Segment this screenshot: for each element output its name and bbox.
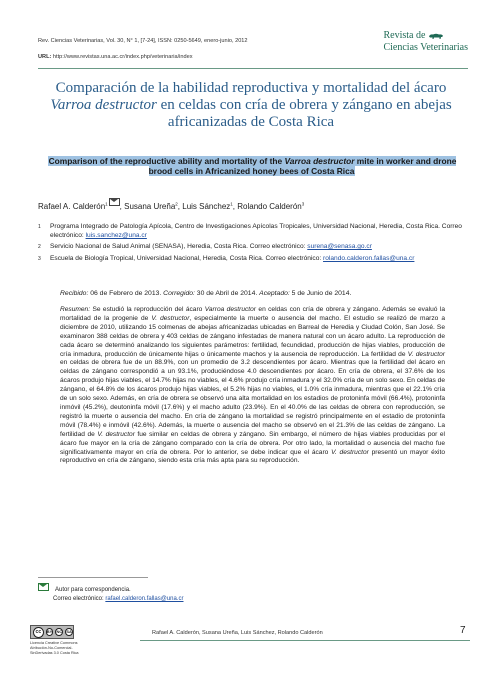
abstract-text: , especialmente la muerte o ausencia del macho. El estudio se realizó de marzo a diciembre de 2010, utilizando 15 colmenas de abejas africanizadas ubicadas en Barreal de Heredia y Ciudad Colón, San José. Se examinaron 388 celdas de obrera y 403 celdas de zángano infestadas de manera natural con un ácaro adulto. La reproducción de cada ácaro se determinó analizando los siguientes parámetros: fertilidad, fecundidad, producción de hijas viables, producción de cría inmadura, producción de únicamente hijas o únicamente machos y la ausencia de reproducción. La fertilidad de: [60, 314, 445, 358]
journal-name-line2: Ciencias Veterinarias: [383, 42, 468, 53]
license-text: [30, 641, 90, 656]
cc-icon: cc: [33, 627, 44, 638]
abstract-species: V. destructor: [407, 350, 446, 358]
running-footer-authors: Rafael A. Calderón, Susana Ureña, Luis Sánchez, Rolando Calderón: [152, 630, 323, 636]
affiliation-1: [38, 223, 468, 240]
abstract-text: en celdas de obrera fue de un 88.9%, con un promedio de 3.2 descendientes por ácaro. Mientras que la fertilidad del ácaro en celdas de zángano correspondió a un 93.1%, produciéndose 4.0 descendientes por ácaro. En cría de obrera, el 37.6% de los ácaros produjo hijas viables, el 14.7% hijas no viables, el 4.6% produjo cría inmadura y el 32.0% cría de un solo sexo. En celdas de zángano, el 64.8% de los ácaros produjo hijas viables, el 5.2% hijas no viables, el 1.0% cría inmadura, mientras que el 22.1% cría de un solo sexo. Además, en cría de obrera se observó una alta mortalidad en los estadios de protoninfa móvil (66.4%), protoninfa inmóvil (45.2%), deutoninfa móvil (17.6%) y el macho adulto (23.9%). En el 40.0% de las celdas de obrera con reproducción, se registró la muerte o ausencia del macho. En cría de zángano la mortalidad se registró principalmente en el estadio de protoninfa móvil (78.4%) e inmóvil (42.6%). Además, la muerte o ausencia del macho se observó en el 21.3% de las celdas de zángano. La fertilidad de: [60, 359, 445, 438]
page-number: 7: [460, 625, 466, 636]
cc-by-icon: BY: [46, 629, 53, 634]
affiliation-email-link[interactable]: luis.sanchez@una.cr: [85, 231, 147, 239]
title-es-part2: en celdas con cría de obrera y zángano en abejas africanizadas de Costa Rica: [156, 97, 452, 130]
author-sup: 1: [230, 201, 233, 207]
author-name: Susana Ureña: [124, 202, 176, 211]
author-name: Luis Sánchez: [182, 202, 231, 211]
title-spanish: [45, 80, 457, 131]
received-date: 06 de Febrero de 2013.: [88, 290, 164, 297]
abstract-species: Varroa destructor: [204, 306, 256, 313]
affiliation-number: 1: [38, 224, 41, 230]
affiliation-text: Escuela de Biología Tropical, Universidad Nacional, Heredia, Costa Rica. Correo electrónico:: [50, 255, 324, 262]
license-block: [30, 625, 80, 656]
author-list: Rafael A. Calderón$^1$ , Susana Ureña$^2$, Luis Sánchez$^1$, Rolando Calderón$^3$: [38, 198, 304, 211]
title-en-species: Varroa destructor: [284, 156, 355, 166]
title-en-part2: mite in worker and drone brood cells in Africanized honey bees of Costa Rica: [148, 156, 457, 176]
title-es-species: Varroa destructor: [50, 97, 157, 113]
license-text-line: SinDerivadas 3.0 Costa Rica: [30, 651, 79, 655]
footer-rule: [140, 640, 470, 641]
affiliation-email-link[interactable]: rolando.calderon.fallas@una.cr: [323, 255, 415, 262]
received-dates: [60, 290, 351, 297]
citation-line: Rev. Ciencias Veterinarias, Vol. 30, N° 1, [7-24], ISSN: 0250-5649, enero-junio, 2012: [38, 38, 248, 44]
header-rule: [38, 68, 468, 69]
author-sup: 2: [175, 201, 178, 207]
cc-license-badge[interactable]: [30, 625, 74, 639]
author-name: Rolando Calderón: [237, 202, 302, 211]
footnote-line2: Correo electrónico:: [53, 596, 106, 602]
author-name: Rafael A. Calderón: [38, 202, 106, 211]
abstract-species: V. destructor: [331, 448, 369, 456]
journal-name-line1: Revista de: [383, 30, 426, 41]
url-line: [38, 54, 193, 60]
title-en-highlight: [48, 156, 457, 176]
cc-sa-icon: SA: [66, 629, 72, 634]
author-sup: 3: [301, 201, 305, 207]
journal-url[interactable]: http://www.revistas.una.ac.cr/index.php/veterinaria/index: [52, 54, 193, 60]
affiliation-number: 2: [38, 244, 41, 250]
corrected-date: 30 de Abril de 2014.: [194, 290, 260, 297]
page-header: [38, 30, 468, 70]
abstract-species: V. destructor: [97, 430, 135, 438]
animal-silhouette-icon: [428, 32, 444, 40]
envelope-icon: [38, 583, 49, 591]
url-label: URL:: [38, 54, 52, 60]
author-sup: 1: [105, 201, 108, 207]
affiliation-2: [38, 243, 468, 252]
license-text-line: Atribución-No-Comercial-: [30, 646, 73, 650]
correspondence-footnote: [38, 583, 184, 604]
accepted-date: 5 de Junio de 2014.: [289, 290, 352, 297]
cc-nc-icon: NC: [56, 629, 63, 634]
envelope-icon: [109, 198, 120, 206]
abstract-text: en celdas con cría de obrera y zángano. Además se evaluó la mortalidad de la progenie de: [60, 306, 445, 322]
footnote-rule: [38, 577, 148, 578]
abstract-text: Se estudió la reproducción del ácaro: [90, 306, 205, 313]
abstract-species: V. destructor: [151, 314, 190, 322]
abstract-text: fue similar en celdas de obrera y zángano. Sin embargo, el número de hijas viables producidas por el ácaro fue mayor en la cría de zángano comparado con la cría de obrera. Por otro lado, la mortalidad o ausencia del macho fue significativamente mayor en cría de obrera. Por lo anterior, se debe indicar que el ácaro: [60, 430, 446, 456]
abstract-label: Resumen:: [60, 306, 91, 313]
license-text-line: Licencia Creative Commons: [30, 641, 78, 645]
title-english: [38, 156, 466, 176]
affiliation-number: 3: [38, 256, 41, 262]
footnote-email-link[interactable]: rafael.calderon.fallas@una.cr: [105, 596, 184, 602]
affiliation-text: Servicio Nacional de Salud Animal (SENASA), Heredia, Costa Rica. Correo electrónico:: [50, 243, 308, 250]
title-en-part1: Comparison of the reproductive ability and mortality of the: [48, 156, 285, 166]
affiliation-email-link[interactable]: surena@senasa.go.cr: [307, 243, 372, 250]
affiliation-3: [38, 255, 468, 264]
affiliation-text: Programa Integrado de Patología Apícola, Centro de Investigaciones Apícolas Tropicales, Universidad Nacional, Heredia, Costa Rica. Correo electrónico:: [50, 223, 462, 239]
abstract-text: presentó un mayor éxito reproductivo en cría de zángano, siendo esta cría más apta para su reproducción.: [60, 448, 446, 465]
abstract: [60, 306, 445, 466]
footnote-line1: Autor para correspondencia.: [55, 587, 131, 593]
title-es-part1: Comparación de la habilidad reproductiva y mortalidad del ácaro: [55, 80, 447, 96]
corrected-label: Corregido:: [163, 290, 195, 297]
accepted-label: Aceptado:: [259, 290, 290, 297]
received-label: Recibido:: [60, 290, 89, 297]
journal-logo: [383, 30, 468, 54]
